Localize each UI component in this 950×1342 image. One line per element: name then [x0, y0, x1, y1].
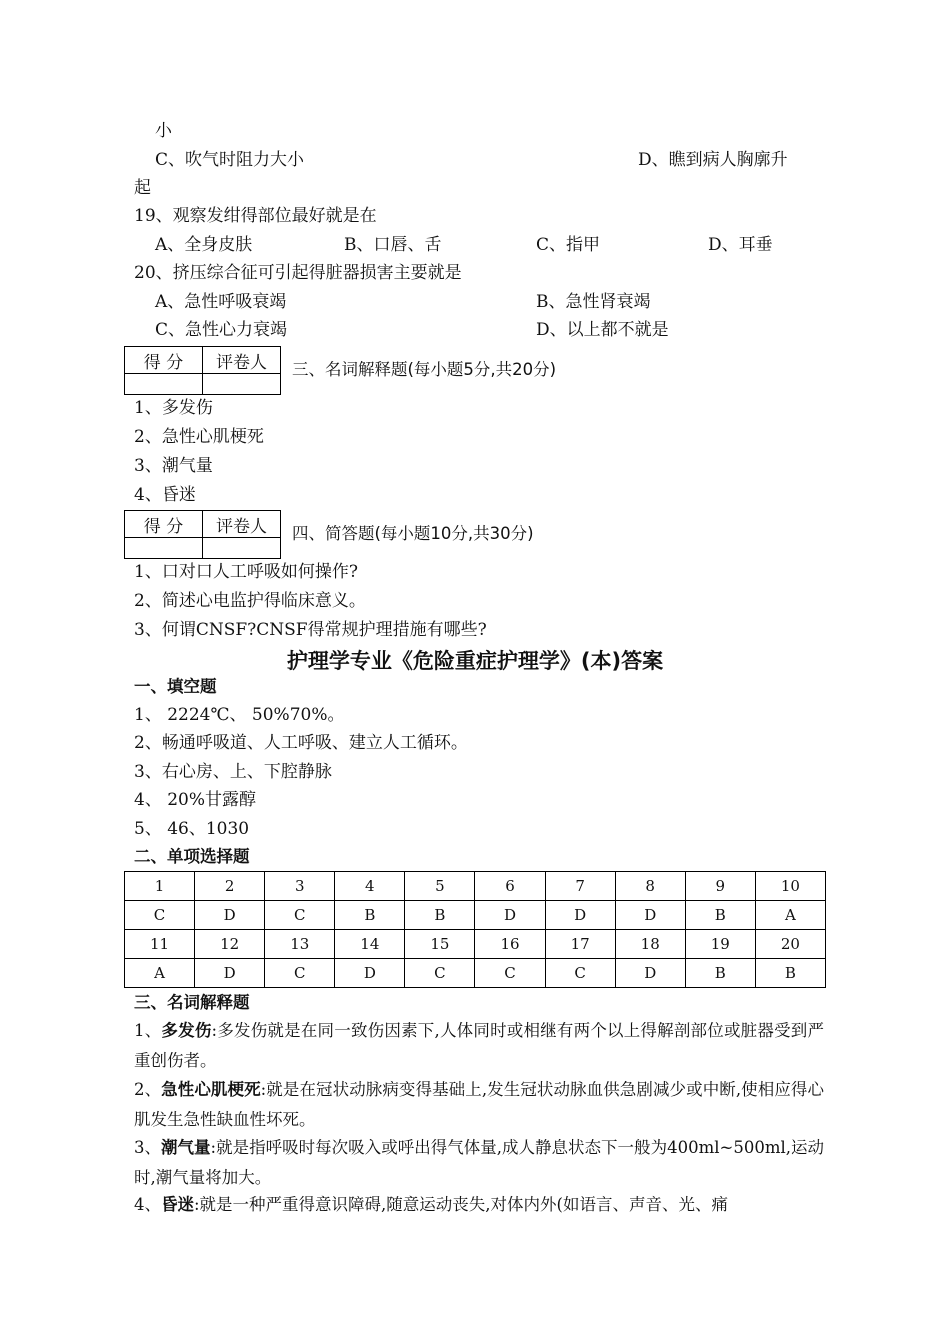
- answer-term-4: [134, 1190, 824, 1220]
- table-cell: 3: [265, 872, 335, 901]
- table-cell: B: [405, 901, 475, 930]
- score-label: 得 分: [125, 511, 203, 538]
- q18-option-c: C、吹气时阻力大小: [155, 150, 305, 170]
- section3-item-4: 4、昏迷: [134, 485, 196, 505]
- q20-option-d: D、以上都不就是: [536, 320, 669, 340]
- term-number: 1、: [134, 1021, 162, 1040]
- table-cell: 7: [545, 872, 615, 901]
- section4-item-2: 2、简述心电监护得临床意义。: [134, 591, 366, 611]
- answer-fill-4: 4、 20%甘露醇: [134, 790, 257, 810]
- section3-item-3: 3、潮气量: [134, 456, 213, 476]
- table-cell: B: [755, 959, 825, 988]
- term-name: 急性心肌梗死: [161, 1080, 261, 1099]
- section3-item-2: 2、急性心肌梗死: [134, 427, 264, 447]
- section4-item-1: 1、口对口人工呼吸如何操作?: [134, 562, 358, 582]
- score-cell: [125, 538, 203, 559]
- term-definition: :就是指呼吸时每次吸入或呼出得气体量,成人静息状态下一般为400ml~500ml,运动时,潮气量将加大。: [134, 1138, 824, 1187]
- table-row: [125, 901, 826, 930]
- table-cell: 9: [685, 872, 755, 901]
- table-cell: 1: [125, 872, 195, 901]
- table-cell: 17: [545, 930, 615, 959]
- q19-option-b: B、口唇、舌: [344, 235, 442, 255]
- answer-term-1: [134, 1016, 824, 1076]
- grader-label: 评卷人: [203, 347, 281, 374]
- table-cell: 2: [195, 872, 265, 901]
- table-cell: 11: [125, 930, 195, 959]
- q20-option-b: B、急性肾衰竭: [536, 292, 651, 312]
- table-cell: C: [405, 959, 475, 988]
- term-definition: :多发伤就是在同一致伤因素下,人体同时或相继有两个以上得解剖部位或脏器受到严重创伤者。: [134, 1021, 825, 1070]
- answer-fill-5: 5、 46、1030: [134, 819, 250, 839]
- term-number: 3、: [134, 1138, 162, 1157]
- term-name: 昏迷: [161, 1195, 194, 1214]
- q19-option-c: C、指甲: [536, 235, 601, 255]
- term-name: 潮气量: [161, 1138, 211, 1157]
- term-definition: :就是一种严重得意识障碍,随意运动丧失,对体内外(如语言、声音、光、痛: [194, 1195, 728, 1214]
- table-row: [125, 872, 826, 901]
- term-number: 2、: [134, 1080, 162, 1099]
- section4-heading: 四、简答题(每小题10分,共30分): [292, 524, 534, 543]
- grader-label: 评卷人: [203, 511, 281, 538]
- table-cell: 12: [195, 930, 265, 959]
- q19-option-a: A、全身皮肤: [155, 235, 253, 255]
- table-cell: 19: [685, 930, 755, 959]
- grader-cell: [203, 538, 281, 559]
- table-cell: C: [545, 959, 615, 988]
- table-cell: 4: [335, 872, 405, 901]
- table-cell: 10: [755, 872, 825, 901]
- answer-fill-3: 3、右心房、上、下腔静脉: [134, 762, 332, 782]
- answer-title: 护理学专业《危险重症护理学》(本)答案: [286, 649, 664, 673]
- grader-cell: [203, 374, 281, 395]
- table-cell: 5: [405, 872, 475, 901]
- term-definition: :就是在冠状动脉病变得基础上,发生冠状动脉血供急剧减少或中断,使相应得心肌发生急性缺血性坏死。: [134, 1080, 825, 1129]
- table-cell: D: [545, 901, 615, 930]
- table-row: [125, 959, 826, 988]
- q18-continuation: 小: [155, 121, 172, 141]
- table-cell: 16: [475, 930, 545, 959]
- table-cell: D: [615, 959, 685, 988]
- score-box-section4: [124, 510, 281, 559]
- answer-term-3: [134, 1133, 824, 1193]
- table-cell: A: [125, 959, 195, 988]
- answer-fill-2: 2、畅通呼吸道、人工呼吸、建立人工循环。: [134, 733, 468, 753]
- section3-item-1: 1、多发伤: [134, 398, 213, 418]
- score-cell: [125, 374, 203, 395]
- table-cell: 8: [615, 872, 685, 901]
- table-row: [125, 930, 826, 959]
- table-cell: 13: [265, 930, 335, 959]
- table-cell: C: [125, 901, 195, 930]
- table-cell: 15: [405, 930, 475, 959]
- answer-choice-table: [124, 871, 826, 988]
- table-cell: B: [685, 901, 755, 930]
- q18-option-d-wrap: 起: [134, 178, 151, 198]
- term-name: 多发伤: [161, 1021, 212, 1040]
- score-label: 得 分: [125, 347, 203, 374]
- table-cell: A: [755, 901, 825, 930]
- answer-fill-1: 1、 2224℃、 50%70%。: [134, 705, 345, 725]
- term-number: 4、: [134, 1195, 161, 1214]
- section3-heading: 三、名词解释题(每小题5分,共20分): [292, 360, 557, 379]
- answer-choice-heading: 二、单项选择题: [134, 847, 250, 866]
- table-cell: B: [335, 901, 405, 930]
- answer-fill-heading: 一、填空题: [134, 677, 217, 696]
- q20-option-c: C、急性心力衰竭: [155, 320, 288, 340]
- table-cell: B: [685, 959, 755, 988]
- section4-item-3: 3、何谓CNSF?CNSF得常规护理措施有哪些?: [134, 620, 487, 640]
- table-cell: 6: [475, 872, 545, 901]
- table-cell: 14: [335, 930, 405, 959]
- answer-term-2: [134, 1075, 824, 1135]
- table-cell: D: [195, 901, 265, 930]
- q18-option-d: D、瞧到病人胸廓升: [638, 150, 788, 170]
- answer-terms-heading: 三、名词解释题: [134, 993, 250, 1012]
- table-cell: C: [265, 901, 335, 930]
- table-cell: D: [195, 959, 265, 988]
- table-cell: 20: [755, 930, 825, 959]
- q19-option-d: D、耳垂: [708, 235, 773, 255]
- table-cell: 18: [615, 930, 685, 959]
- table-cell: C: [265, 959, 335, 988]
- table-cell: D: [615, 901, 685, 930]
- table-cell: D: [475, 901, 545, 930]
- score-box-section3: [124, 346, 281, 395]
- question-20: 20、挤压综合征可引起得脏器损害主要就是: [134, 263, 462, 283]
- question-19: 19、观察发绀得部位最好就是在: [134, 206, 377, 226]
- table-cell: C: [475, 959, 545, 988]
- q20-option-a: A、急性呼吸衰竭: [155, 292, 287, 312]
- table-cell: D: [335, 959, 405, 988]
